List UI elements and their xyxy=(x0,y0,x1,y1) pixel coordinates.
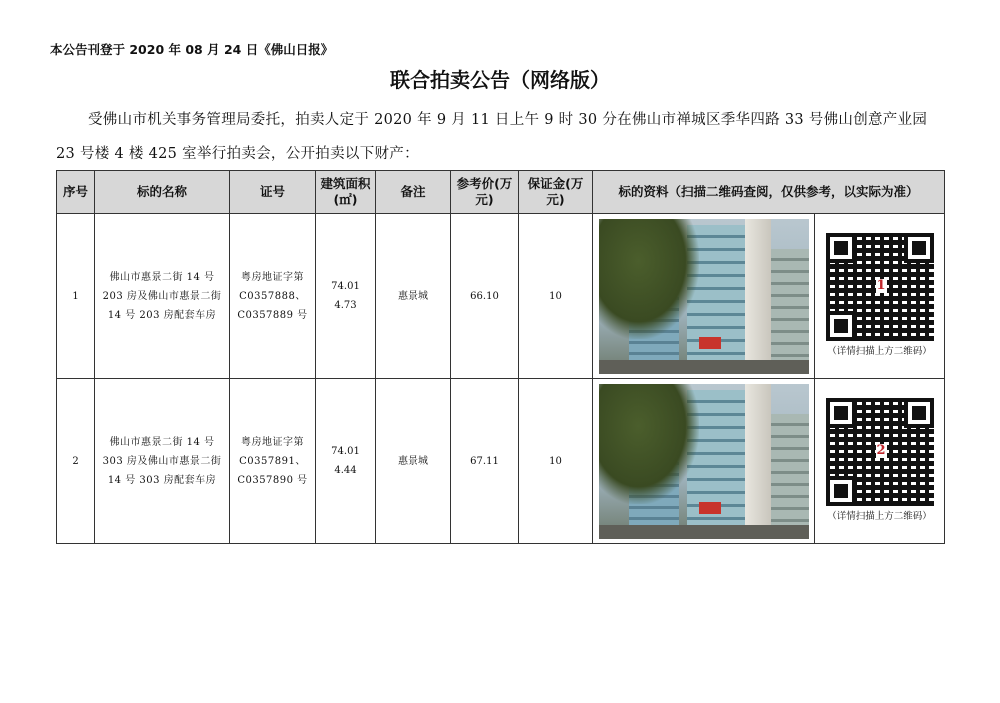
cell-name: 佛山市惠景二街 14 号 203 房及佛山市惠景二街 14 号 203 房配套车房 xyxy=(95,214,230,379)
header-price: 参考价(万元) xyxy=(451,171,519,214)
qr-number: 2 xyxy=(876,443,886,458)
header-area: 建筑面积(㎡) xyxy=(316,171,376,214)
header-name: 标的名称 xyxy=(95,171,230,214)
cell-qr xyxy=(815,379,945,544)
cell-remark: 惠景城 xyxy=(376,214,451,379)
qr-number: 1 xyxy=(876,278,886,293)
qr-caption: （详情扫描上方二维码） xyxy=(827,346,932,357)
building-photo[interactable] xyxy=(599,384,809,539)
table-header-row xyxy=(57,171,945,214)
cell-deposit: 10 xyxy=(519,379,593,544)
cell-price: 66.10 xyxy=(451,214,519,379)
qr-code[interactable] xyxy=(826,233,934,341)
cell-no: 1 xyxy=(57,214,95,379)
intro-paragraph: 受佛山市机关事务管理局委托，拍卖人定于 2020 年 9 月 11 日上午 9 时 30 分在佛山市禅城区季华四路 33 号佛山创意产业园 23 号楼 4 楼 425 室举行拍卖会，公开拍卖以下财产： xyxy=(56,112,928,162)
area-garage: 4.44 xyxy=(334,465,357,476)
qr-caption: （详情扫描上方二维码） xyxy=(827,511,932,522)
auction-table xyxy=(56,170,945,544)
area-main: 74.01 xyxy=(331,281,360,292)
header-deposit: 保证金(万元) xyxy=(519,171,593,214)
area-garage: 4.73 xyxy=(334,300,357,311)
cell-qr xyxy=(815,214,945,379)
cell-cert: 粤房地证字第 C0357891、C0357890 号 xyxy=(230,379,316,544)
header-cert: 证号 xyxy=(230,171,316,214)
cell-photo xyxy=(593,214,815,379)
publication-note: 本公告刊登于 2020 年 08 月 24 日《佛山日报》 xyxy=(50,42,334,57)
cell-area xyxy=(316,214,376,379)
cell-cert: 粤房地证字第 C0357888、C0357889 号 xyxy=(230,214,316,379)
cell-no: 2 xyxy=(57,379,95,544)
cell-area xyxy=(316,379,376,544)
cell-price: 67.11 xyxy=(451,379,519,544)
header-remark: 备注 xyxy=(376,171,451,214)
building-photo[interactable] xyxy=(599,219,809,374)
cell-deposit: 10 xyxy=(519,214,593,379)
table-row xyxy=(57,214,945,379)
area-main: 74.01 xyxy=(331,446,360,457)
cell-photo xyxy=(593,379,815,544)
qr-code[interactable] xyxy=(826,398,934,506)
table-row xyxy=(57,379,945,544)
header-no: 序号 xyxy=(57,171,95,214)
header-materials: 标的资料（扫描二维码查阅，仅供参考，以实际为准） xyxy=(593,171,945,214)
page-title: 联合拍卖公告（网络版） xyxy=(390,68,610,92)
cell-name: 佛山市惠景二街 14 号 303 房及佛山市惠景二街 14 号 303 房配套车房 xyxy=(95,379,230,544)
cell-remark: 惠景城 xyxy=(376,379,451,544)
